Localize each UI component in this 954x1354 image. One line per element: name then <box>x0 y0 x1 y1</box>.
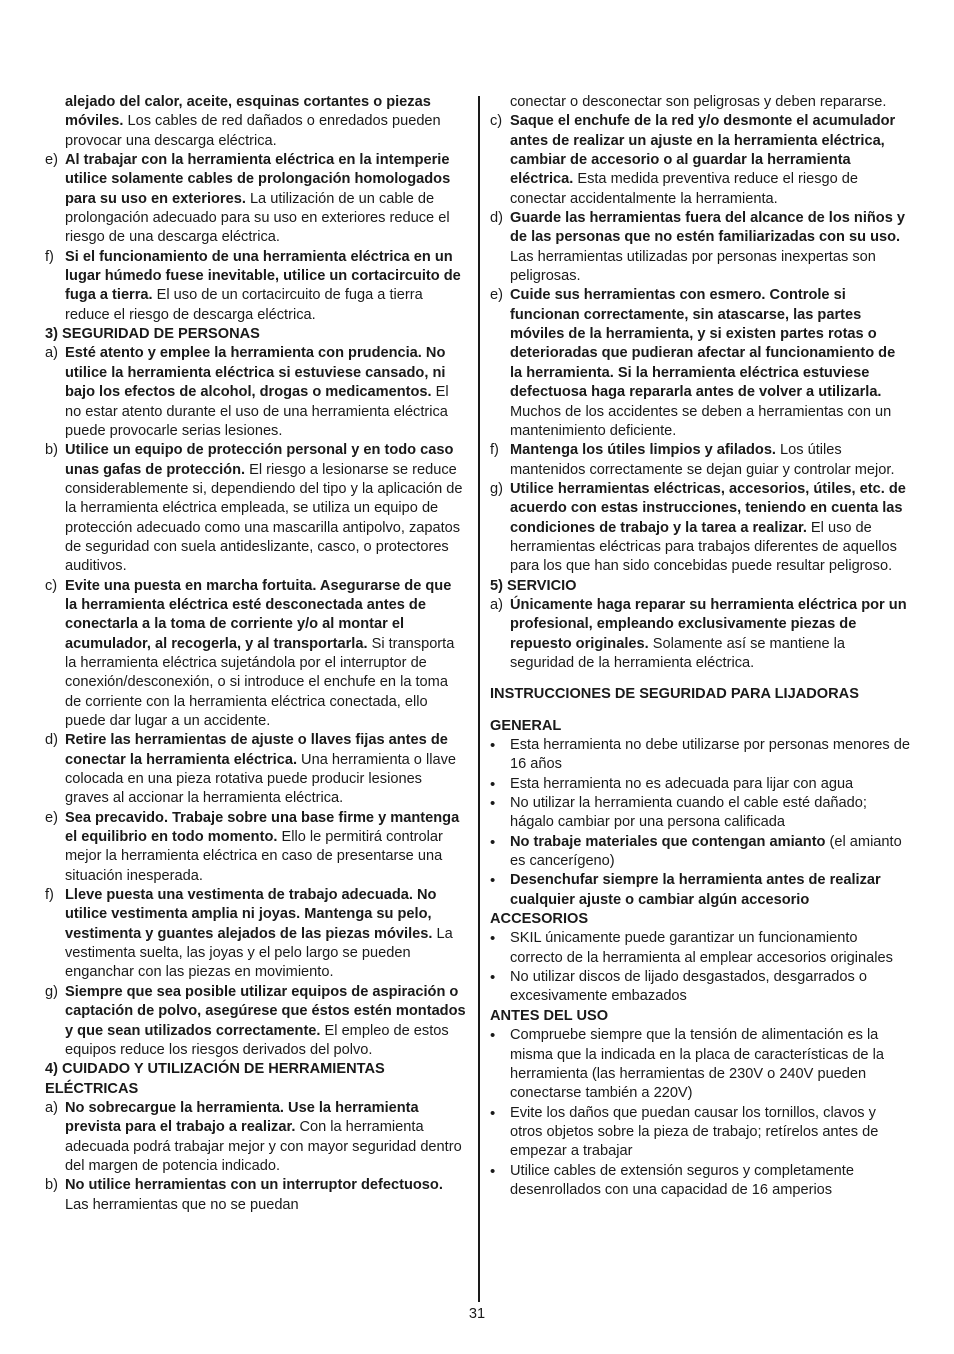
column-divider <box>478 96 480 1302</box>
section-heading-accessories: ACCESORIOS <box>490 911 589 928</box>
list-item-continuation: conectar o desconectar son peligrosas y deben repararse. <box>510 94 887 110</box>
left-column <box>45 93 467 1215</box>
bullet-item: • Esta herramienta no debe utilizarse por personas menores de 16 años <box>490 737 910 773</box>
list-item-e: e) Sea precavido. Trabaje sobre una base firme y mantenga el equilibrio en todo momento. Ello le permitirá controlar mejor la herramienta eléctrica en caso de presentarse una situación inesperada. <box>45 809 460 884</box>
section-heading-before-use: ANTES DEL USO <box>490 1007 609 1024</box>
bullet-item: • Evite los daños que puedan causar los tornillos, clavos y otros objetos sobre la pieza de trabajo; retírelos antes de empezar a trabajar <box>490 1104 879 1160</box>
bullet-item: • No utilizar discos de lijado desgastados, desgarrados o excesivamente embazados <box>490 969 867 1005</box>
bullet-item: • Desenchufar siempre la herramienta antes de realizar cualquier ajuste o cambiar algún accesorio <box>490 872 881 908</box>
list-item-f: f) Lleve puesta una vestimenta de trabajo adecuada. No utilice vestimenta amplia ni joyas. Mantenga su pelo, vestimenta y guantes alejados de las piezas móviles. La vestimenta suelta, las joyas y el pelo largo se pueden enganchar con las piezas en movimiento. <box>45 887 453 981</box>
section-heading-tool-care: 4) CUIDADO Y UTILIZACIÓN DE HERRAMIENTAS ELÉCTRICAS <box>45 1061 385 1097</box>
section-heading-personal-safety: 3) SEGURIDAD DE PERSONAS <box>45 326 260 343</box>
list-item-b: b) No utilice herramientas con un interruptor defectuoso. Las herramientas que no se puedan <box>45 1177 443 1213</box>
list-item-g: g) Siempre que sea posible utilizar equipos de aspiración o captación de polvo, asegúrese que éstos estén montados y que sean utilizados correctamente. El empleo de estos equipos reduce los riesgos derivados del polvo. <box>45 983 466 1058</box>
bullet-item: • No trabaje materiales que contengan amianto (el amianto es cancerígeno) <box>490 833 902 870</box>
bullet-item: • Utilice cables de extensión seguros y completamente desenrollados con una capacidad de 16 amperios <box>490 1162 854 1198</box>
list-item-g: g) Utilice herramientas eléctricas, accesorios, útiles, etc. de acuerdo con estas instrucciones, teniendo en cuenta las condiciones de trabajo y la tarea a realizar. El uso de herramientas eléctricas para trabajos diferentes de aquellos para los que han sido concebidas puede resultar peligroso. <box>490 480 906 575</box>
list-item-f: f) Si el funcionamiento de una herramienta eléctrica en un lugar húmedo fuese inevitable, utilice un cortacircuito de fuga a tierra. El uso de un cortacircuito de fuga a tierra reduce el riesgo de descarga eléctrica. <box>45 248 461 323</box>
list-item-continuation: alejado del calor, aceite, esquinas cortantes o piezas móviles. Los cables de red dañados o enredados pueden provocar una descarga eléctrica. <box>65 94 441 149</box>
list-item-a: a) No sobrecargue la herramienta. Use la herramienta prevista para el trabajo a realizar. Con la herramienta adecuada podrá trabajar mejor y con mayor seguridad dentro del margen de potencia indicado. <box>45 1099 462 1174</box>
list-item-d: d) Guarde las herramientas fuera del alcance de los niños y de las personas que no estén familiarizadas con su uso. Las herramientas utilizadas por personas inexpertas son peligrosas. <box>490 210 906 285</box>
bullet-item: • Esta herramienta no es adecuada para lijar con agua <box>490 775 854 793</box>
bullet-item: • Compruebe siempre que la tensión de alimentación es la misma que la indicada en la placa de características de la herramienta (las herramientas de 230V o 240V pueden conectarse también a 220V) <box>490 1027 884 1102</box>
list-item-d: d) Retire las herramientas de ajuste o llaves fijas antes de conectar la herramienta eléctrica. Una herramienta o llave colocada en una pieza rotativa puede producir lesiones graves al accionar la herramienta eléctrica. <box>45 732 456 807</box>
list-item-e: e) Al trabajar con la herramienta eléctrica en la intemperie utilice solamente cables de prolongación homologados para su uso en exteriores. La utilización de un cable de prolongación adecuado para su uso en exteriores reduce el riesgo de una descarga eléctrica. <box>45 152 451 246</box>
list-item-c: c) Saque el enchufe de la red y/o desmonte el acumulador antes de realizar un ajuste en la herramienta eléctrica, cambiar de accesorio o al guardar la herramienta eléctrica. Esta medida preventiva reduce el riesgo de conectar accidentalmente la herramienta. <box>490 113 896 207</box>
bullet-item: • No utilizar la herramienta cuando el cable esté dañado; hágalo cambiar por una persona calificada <box>490 795 867 831</box>
list-item-f: f) Mantenga los útiles limpios y afilados. Los útiles mantenidos correctamente se dejan guiar y controlar mejor. <box>490 442 895 478</box>
section-heading-service: 5) SERVICIO <box>490 577 577 594</box>
list-item-a: a) Únicamente haga reparar su herramienta eléctrica por un profesional, empleando exclusivamente piezas de repuesto originales. Solamente así se mantiene la seguridad de la herramienta eléctrica. <box>490 596 907 671</box>
page-number: 31 <box>468 1306 486 1322</box>
section-heading-sander-safety: INSTRUCCIONES DE SEGURIDAD PARA LIJADORAS <box>490 686 859 703</box>
section-heading-general: GENERAL <box>490 717 562 734</box>
bullet-item: • SKIL únicamente puede garantizar un funcionamiento correcto de la herramienta al emplear accesorios originales <box>490 930 893 966</box>
right-column <box>490 93 910 1200</box>
list-item-c: c) Evite una puesta en marcha fortuita. Asegurarse de que la herramienta eléctrica esté desconectada antes de conectarla a la toma de corriente y/o al montar el acumulador, al recogerla, y al transportarla. Si transporta la herramienta eléctrica sujetándola por el interruptor de conexión/desconexión, o si introduce el enchufe en la toma de corriente con la herramienta eléctrica conectada, ello puede dar lugar a un accidente. <box>45 577 455 729</box>
list-item-b: b) Utilice un equipo de protección personal y en todo caso unas gafas de protección. El riesgo a lesionarse se reduce considerablemente si, dependiendo del tipo y la aplicación de la herramienta eléctrica empleada, se utiliza un equipo de protección adecuado como una mascarilla antipolvo, zapatos de seguridad con suela antideslizante, casco, o protectores auditivos. <box>45 442 463 575</box>
list-item-e: e) Cuide sus herramientas con esmero. Controle si funcionan correctamente, sin atascarse, las partes móviles de la herramienta, y si existen partes rotas o deterioradas que pudieran afectar al funcionamiento de la herramienta. Si la herramienta eléctrica estuviese defectuosa haga repararla antes de volver a utilizarla. Muchos de los accidentes se deben a herramientas con un mantenimiento deficiente. <box>490 287 896 439</box>
list-item-a: a) Esté atento y emplee la herramienta con prudencia. No utilice la herramienta eléctrica si estuviese cansado, ni bajo los efectos de alcohol, drogas o medicamentos. El no estar atento durante el uso de una herramienta eléctrica puede provocarle serias lesiones. <box>45 345 449 439</box>
